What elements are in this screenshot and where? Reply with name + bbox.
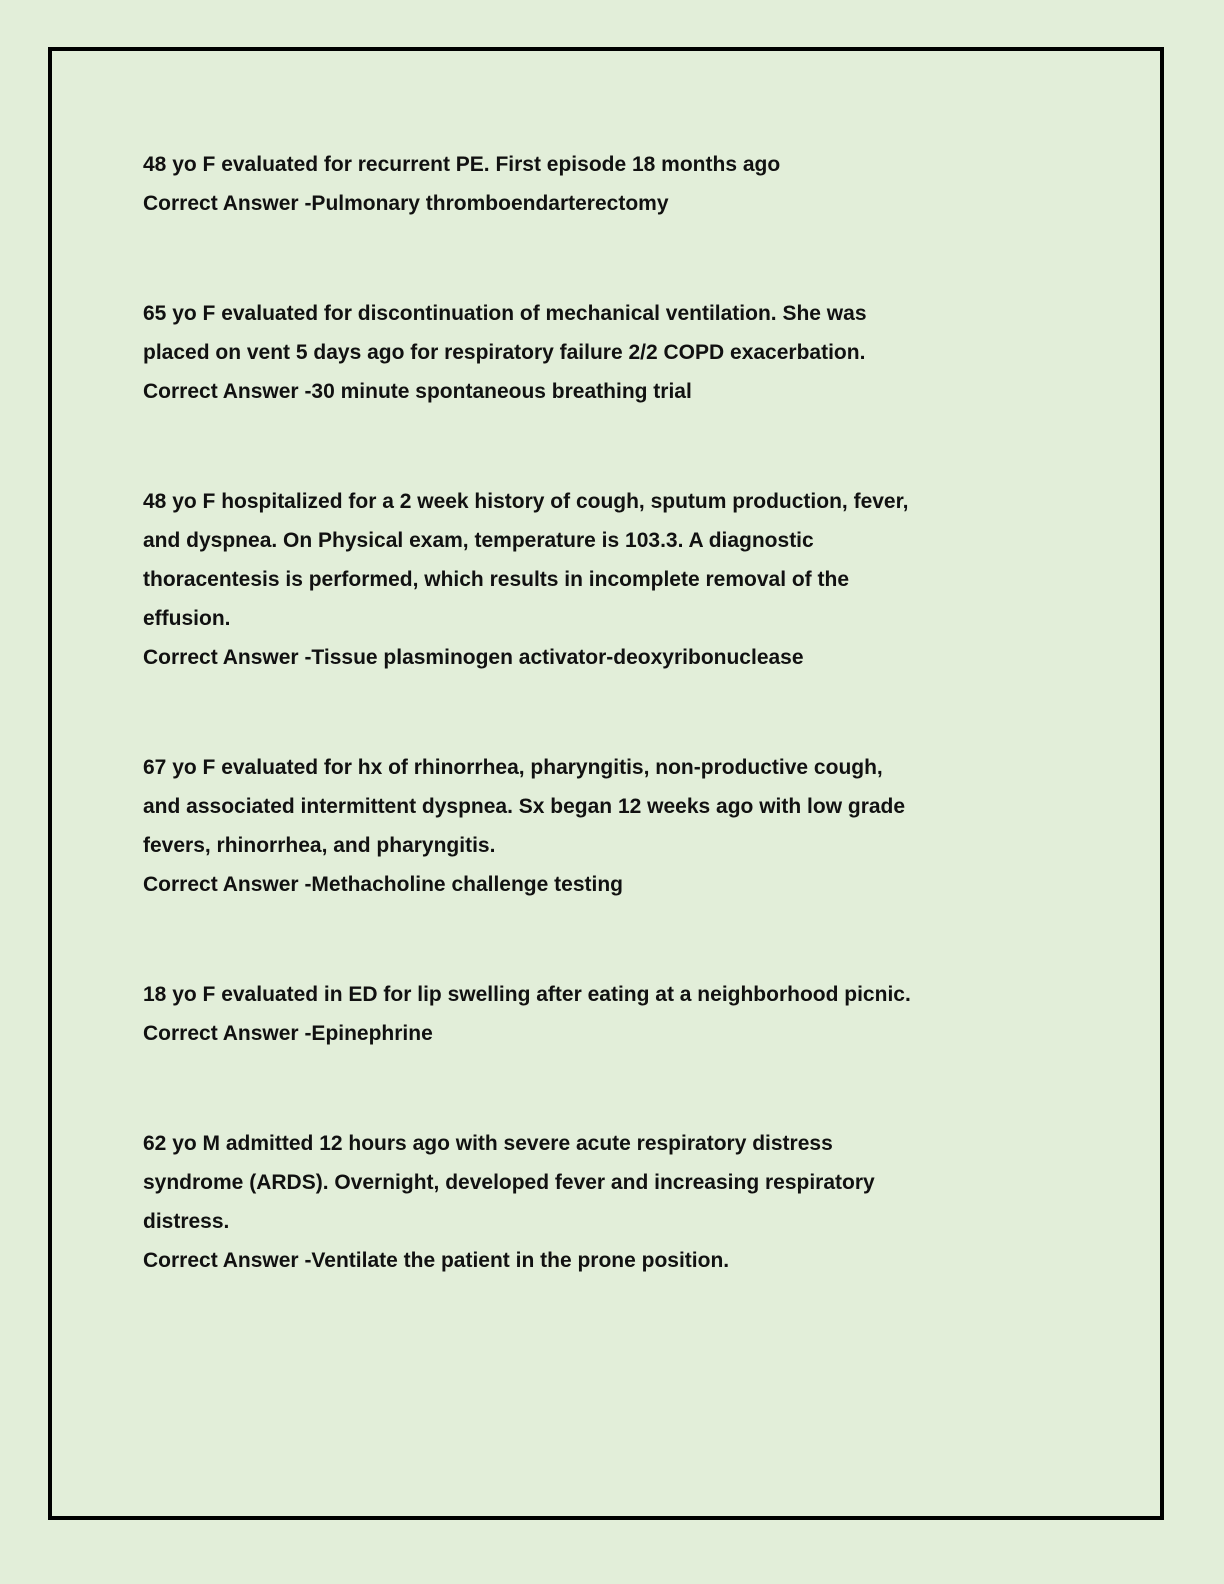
qa-item [143,1124,911,1280]
question-line: fevers, rhinorrhea, and pharyngitis. [143,834,496,857]
question-line: 67 yo F evaluated for hx of rhinorrhea, pharyngitis, non-productive cough, [143,756,883,779]
qa-item [143,748,911,904]
qa-item [143,482,911,677]
question-line: effusion. [143,607,231,630]
question-line: 18 yo F evaluated in ED for lip swelling after eating at a neighborhood picnic. [143,983,911,1006]
question-line: thoracentesis is performed, which results in incomplete removal of the [143,568,850,591]
qa-item [143,975,911,1053]
question-line: 65 yo F evaluated for discontinuation of mechanical ventilation. She was [143,302,867,325]
question-line: and dyspnea. On Physical exam, temperature is 103.3. A diagnostic [143,529,814,552]
question-line: distress. [143,1210,230,1233]
question-line: 48 yo F evaluated for recurrent PE. First episode 18 months ago [143,153,781,176]
qa-list [143,145,911,1351]
question-line: syndrome (ARDS). Overnight, developed fever and increasing respiratory [143,1171,875,1194]
correct-answer: Correct Answer -30 minute spontaneous breathing trial [143,380,692,403]
correct-answer: Correct Answer -Epinephrine [143,1022,433,1045]
correct-answer: Correct Answer -Pulmonary thromboendarterectomy [143,192,669,215]
question-line: and associated intermittent dyspnea. Sx began 12 weeks ago with low grade [143,795,906,818]
question-line: placed on vent 5 days ago for respiratory failure 2/2 COPD exacerbation. [143,341,866,364]
question-line: 62 yo M admitted 12 hours ago with severe acute respiratory distress [143,1132,833,1155]
correct-answer: Correct Answer -Ventilate the patient in the prone position. [143,1249,730,1272]
qa-item [143,145,911,223]
correct-answer: Correct Answer -Tissue plasminogen activator-deoxyribonuclease [143,646,804,669]
correct-answer: Correct Answer -Methacholine challenge testing [143,873,623,896]
qa-item [143,294,911,411]
question-line: 48 yo F hospitalized for a 2 week history of cough, sputum production, fever, [143,490,909,513]
